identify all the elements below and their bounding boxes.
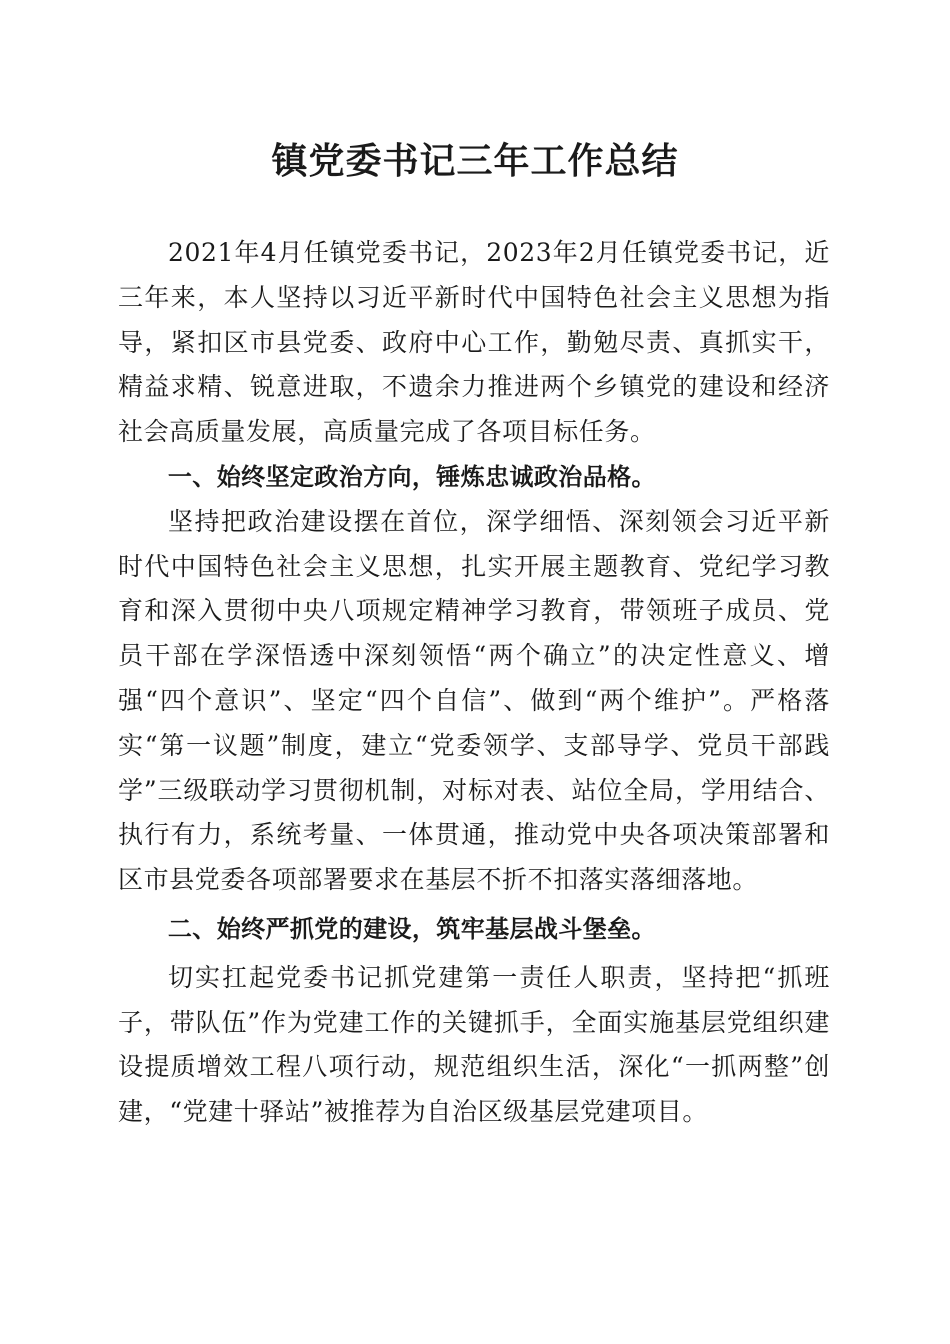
section-1-paragraph: 坚持把政治建设摆在首位，深学细悟、深刻领会习近平新时代中国特色社会主义思想，扎实开展主题教育、党纪学习教育和深入贯彻中央八项规定精神学习教育，带领班子成员、党员干部在学深悟透中深刻领悟“两个确立”的决定性意义、增强“四个意识”、坚定“四个自信”、做到“两个维护”。严格落实“第一议题”制度，建立“党委领学、支部导学、党员干部践学”三级联动学习贯彻机制，对标对表、站位全局，学用结合、执行有力，系统考量、一体贯通，推动党中央各项决策部署和区市县党委各项部署要求在基层不折不扣落实落细落地。 xyxy=(118,506,830,895)
section-heading-1: 一、始终坚定政治方向，锤炼忠诚政治品格。 xyxy=(167,462,656,491)
section-2-paragraph: 切实扛起党委书记抓党建第一责任人职责，坚持把“抓班子，带队伍”作为党建工作的关键抓手，全面实施基层党组织建设提质增效工程八项行动，规范组织生活，深化“一抓两整”创建，“党建十驿站”被推荐为自治区级基层党建项目。 xyxy=(118,962,830,1127)
section-heading-2: 二、始终严抓党的建设，筑牢基层战斗堡垒。 xyxy=(167,914,656,943)
document-title: 镇党委书记三年工作总结 xyxy=(271,140,679,182)
intro-paragraph: 2021年4月任镇党委书记，2023年2月任镇党委书记，近三年来，本人坚持以习近平新时代中国特色社会主义思想为指导，紧扣区市县党委、政府中心工作，勤勉尽责、真抓实干，精益求精、锐意进取，不遗余力推进两个乡镇党的建设和经济社会高质量发展，高质量完成了各项目标任务。 xyxy=(118,238,830,447)
document-body xyxy=(118,231,830,1135)
